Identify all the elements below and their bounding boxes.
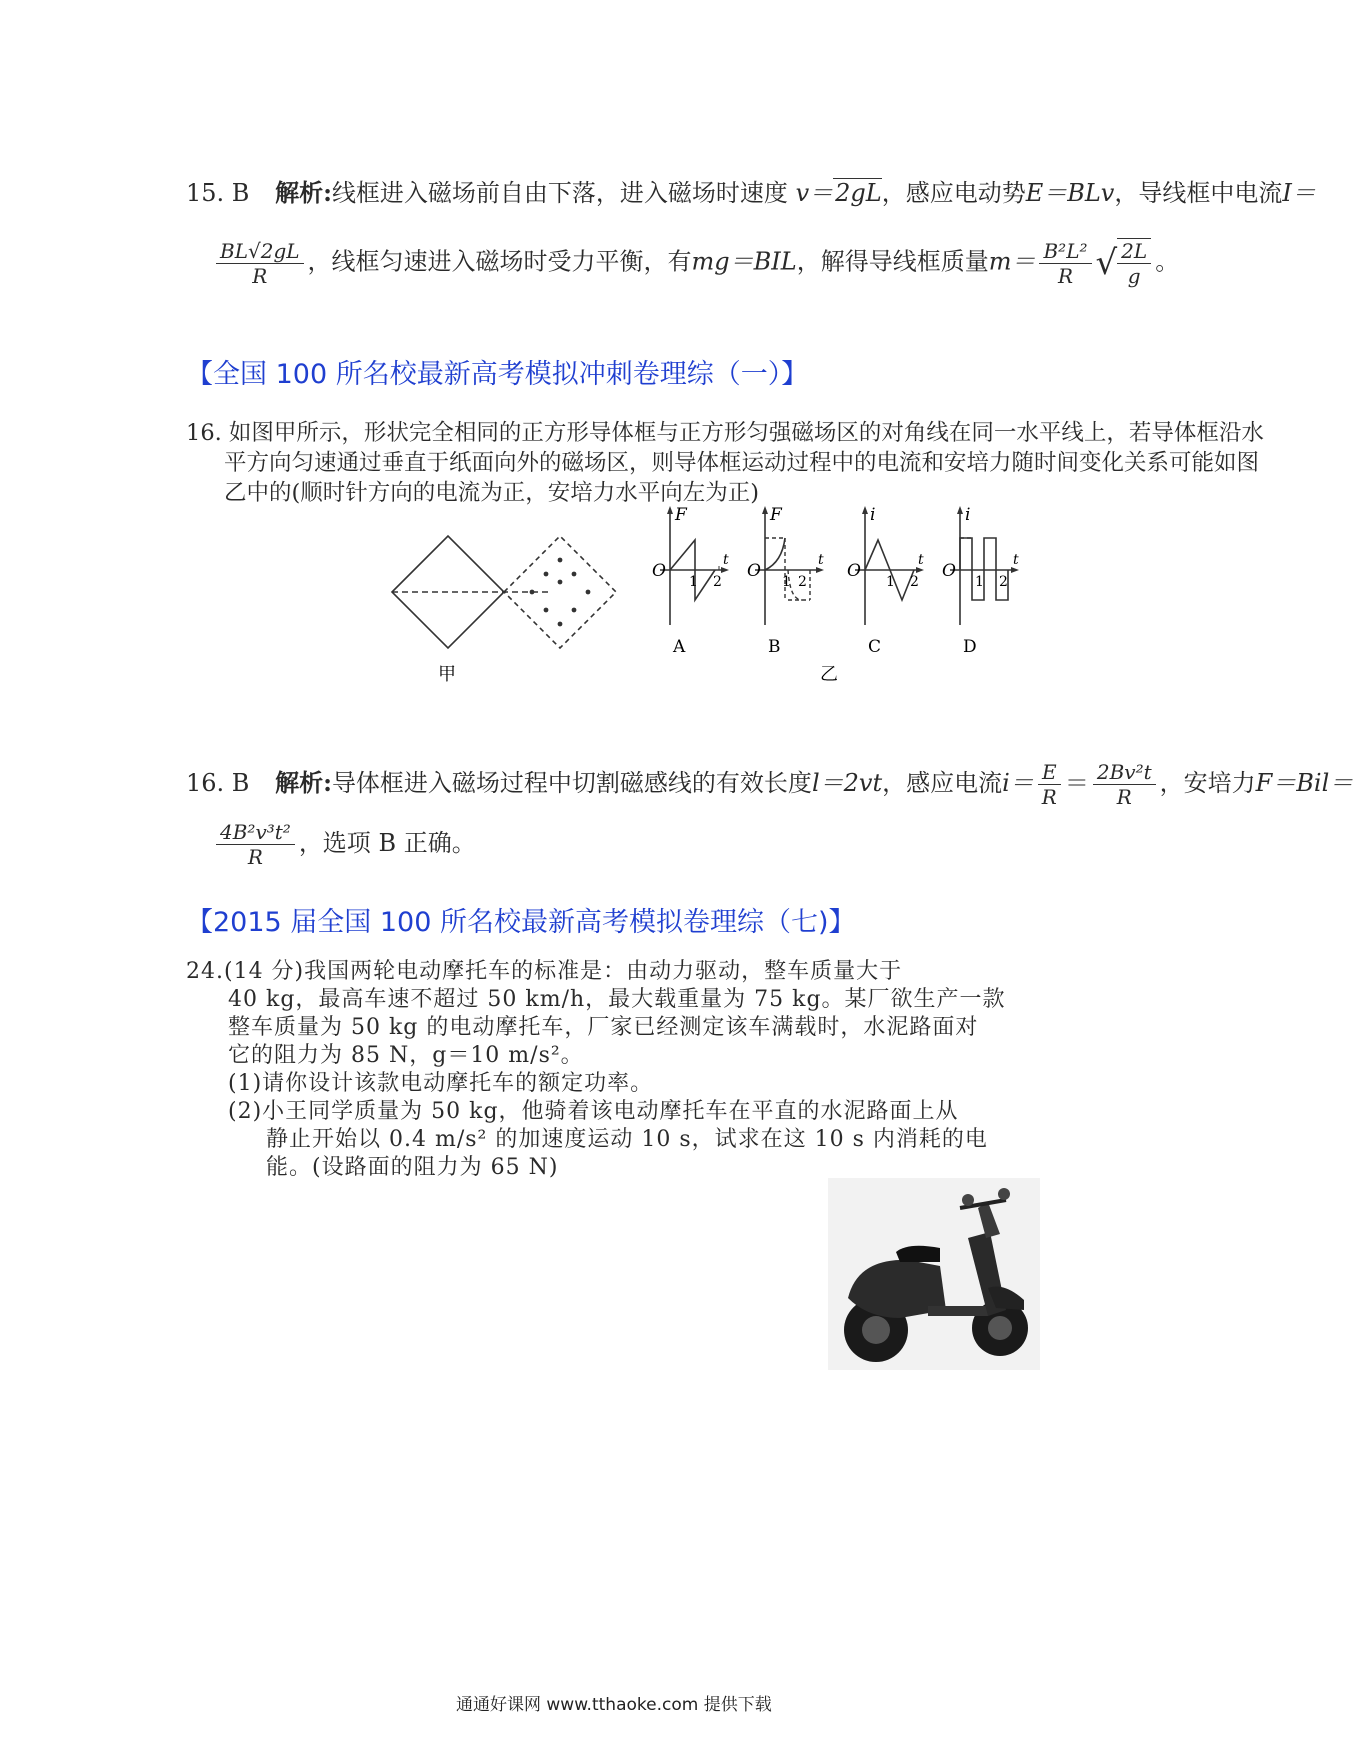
sqrt-expression: 2gL [835,179,882,207]
denominator: R [252,263,268,288]
sqrt-sign-icon: √ [1095,243,1118,283]
axis-label-y: i [965,505,971,525]
graph-option-b [747,505,824,657]
option-label: A [673,637,686,657]
graph-option-c [847,505,924,657]
tick-label: 1 [886,574,895,590]
tick-label: 1 [782,574,791,590]
fraction-e-over-r [1038,760,1061,809]
text: 导体框进入磁场过程中切割磁感线的有效长度 [331,769,812,797]
q24-line2: 40 kg，最高车速不超过 50 km/h，最大载重量为 75 kg。某厂欲生产一款 [228,987,1006,1012]
option-label: D [963,637,977,657]
answer-number: 16. B [186,769,250,797]
tick-label: 1 [975,574,984,590]
text: ，解得导线框质量 [796,247,989,276]
denominator: R [1116,785,1132,809]
conductor-frame-diagram [392,536,616,648]
numerator: BL√2gL [216,239,304,264]
axis-label-x: t [818,552,824,568]
q16-solution-line2 [212,820,476,869]
q24-line6: (2)小王同学质量为 50 kg，他骑着该电动摩托车在平直的水泥路面上从 [228,1099,959,1124]
q15-solution-line1 [186,178,1316,208]
q24-line4: 它的阻力为 85 N，g＝10 m/s²。 [228,1043,584,1068]
mass-equation: m＝ [988,247,1036,276]
origin-label: O [652,561,666,581]
text: ，导线框中电流 [1114,179,1283,207]
q16-question-line3: 乙中的(顺时针方向的电流为正，安培力水平向左为正) [224,480,760,506]
q24-line7: 静止开始以 0.4 m/s² 的加速度运动 10 s，试求在这 10 s 内消耗的电 [266,1127,988,1152]
q16-question-line2: 平方向匀速通过垂直于纸面向外的磁场区，则导体框运动过程中的电流和安培力随时间变化关系可能如图 [224,450,1260,476]
electric-scooter-image [828,1178,1040,1370]
current-equation: I＝ [1282,179,1316,207]
equals-sign: ＝ [1064,769,1089,797]
fraction-current [216,239,304,288]
denominator: R [1041,785,1057,809]
axis-label-x: t [918,552,924,568]
fraction-2bv2t-over-r [1093,760,1156,809]
axis-label-y: i [870,505,876,525]
q15-solution-line2 [212,238,1179,288]
denominator: R [247,845,263,869]
text: ，选项 B 正确。 [298,829,476,857]
length-equation: l＝2vt [811,769,883,797]
q24-line3: 整车质量为 50 kg 的电动摩托车，厂家已经测定该车满载时，水泥路面对 [228,1015,979,1040]
answer-number: 15. B [186,179,250,207]
axis-label-x: t [1013,552,1019,568]
text: 线框进入磁场前自由下落，进入磁场时速度 [331,179,788,207]
magnetic-field-region [504,536,616,648]
velocity-equation: v＝ [795,179,834,207]
fraction-b2l2-over-r [1039,239,1091,288]
numerator: B²L² [1039,239,1091,264]
option-label: B [768,637,781,657]
graph-option-a [652,505,729,657]
current-equation: i＝ [1002,769,1034,797]
axis-label-y: F [770,505,782,525]
denominator: R [1057,263,1074,288]
section-heading-1: 【全国 100 所名校最新高考模拟冲刺卷理综（一）】 [186,359,809,390]
origin-label: O [747,561,761,581]
numerator: 2Bv²t [1093,760,1156,785]
q24-line1: 24.(14 分)我国两轮电动摩托车的标准是：由动力驱动，整车质量大于 [186,959,903,984]
origin-label: O [847,561,861,581]
text: ，感应电流 [882,769,1003,797]
text: ，感应电动势 [881,179,1026,207]
graph-option-d [942,505,1019,657]
q16-question-line1: 16. 如图甲所示，形状完全相同的正方形导体框与正方形匀强磁场区的对角线在同一水平线上，若导体框沿水 [186,420,1264,446]
origin-label: O [942,561,956,581]
tick-label: 1 [689,574,698,590]
tick-label: 2 [713,574,722,590]
option-label: C [868,637,882,657]
tick-label: 2 [999,574,1008,590]
page-footer: 通通好课网 www.tthaoke.com 提供下载 [456,1695,772,1715]
q24-line8: 能。(设路面的阻力为 65 N) [266,1155,559,1180]
tick-label: 2 [798,574,807,590]
force-equation: F＝Bil＝ [1255,769,1353,797]
emf-equation: E＝BLv [1025,179,1115,207]
fraction-2l-over-g [1117,238,1151,288]
denominator: g [1127,264,1141,288]
force-balance-equation: mg＝BIL [691,247,797,276]
numerator: 4B²v³t² [216,820,295,845]
q24-line5: (1)请你设计该款电动摩托车的额定功率。 [228,1071,654,1096]
field-dots-icon [530,558,591,627]
section-heading-2: 【2015 届全国 100 所名校最新高考模拟卷理综（七)】 [186,907,856,938]
axis-label-x: t [723,552,729,568]
fraction-4b2v3t2-over-r [216,820,295,869]
figure-label-yi: 乙 [820,664,838,685]
axis-label-y: F [675,505,687,525]
tick-label: 2 [910,574,919,590]
q16-figure [380,500,1040,700]
q16-solution-line1 [186,760,1353,809]
text: 。 [1155,247,1180,276]
analysis-label: 解析: [275,178,332,207]
analysis-label: 解析: [275,768,332,797]
numerator: 2L [1117,239,1151,264]
numerator: E [1038,760,1061,785]
text: ，安培力 [1159,769,1256,797]
figure-label-jia: 甲 [438,664,456,685]
text: ，线框匀速进入磁场时受力平衡，有 [307,247,692,276]
